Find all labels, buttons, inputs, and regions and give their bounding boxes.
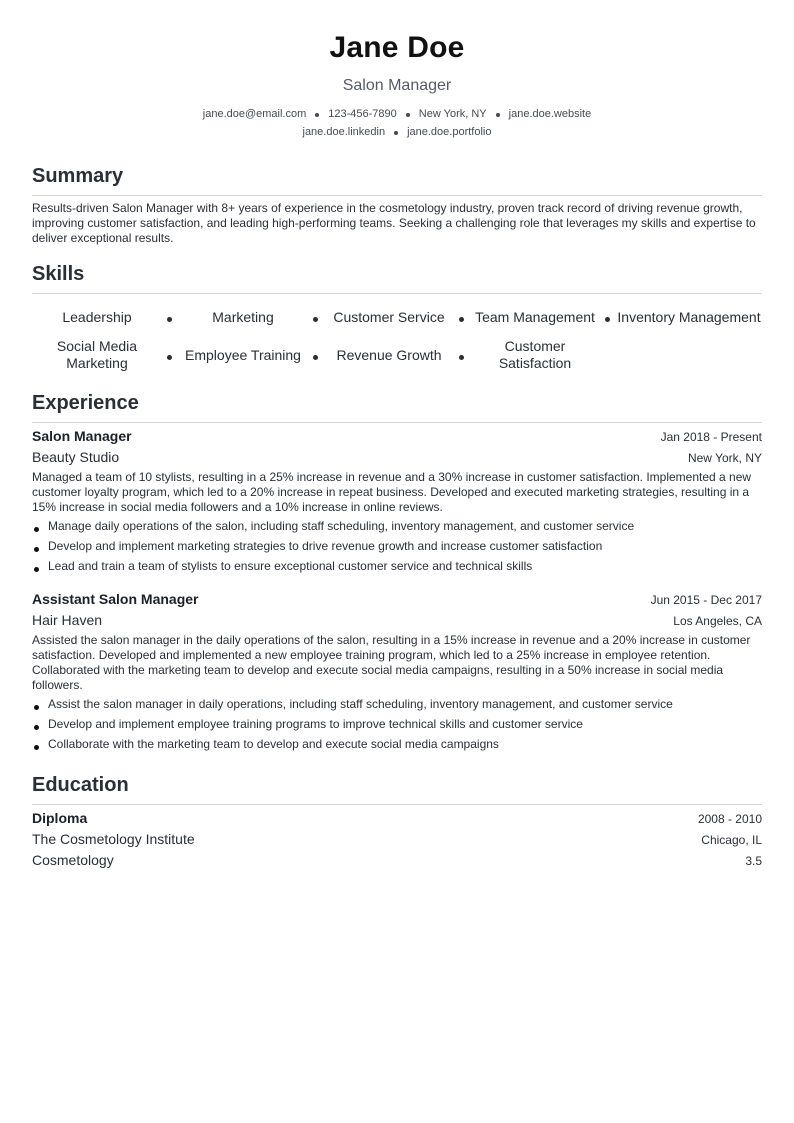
education-school-row <box>32 831 762 847</box>
skill-separator <box>313 317 318 322</box>
skill-separator <box>167 317 172 322</box>
education-location: Chicago, IL <box>701 833 762 847</box>
skill-separator <box>459 355 464 360</box>
list-item <box>32 519 762 539</box>
bullet-text: Manage daily operations of the salon, including staff scheduling, inventory management, and customer service <box>48 519 635 533</box>
contact-row-1 <box>32 108 762 120</box>
skill-separator <box>313 355 318 360</box>
list-item <box>32 717 762 737</box>
contact-linkedin[interactable]: jane.doe.linkedin <box>302 126 386 138</box>
education-school: The Cosmetology Institute <box>32 831 195 847</box>
job-bullets <box>32 697 762 757</box>
education-gpa: 3.5 <box>745 854 762 868</box>
skill-separator <box>605 317 610 322</box>
job-description: Managed a team of 10 stylists, resulting in a 25% increase in revenue and a 30% increase in customer satisfaction. Implemented a new customer loyalty program, which led to a 20% increase in repeat business. Developed and executed marketing strategies, resulting in a 15% increase in social media followers and a 10% increase in online reviews. <box>32 470 752 514</box>
list-item <box>32 737 762 757</box>
skill-item: Customer Satisfaction <box>498 338 572 371</box>
skill-separator <box>459 317 464 322</box>
job-company: Beauty Studio <box>32 449 120 465</box>
job-title: Salon Manager <box>32 428 132 444</box>
job-dates: Jun 2015 - Dec 2017 <box>650 593 762 607</box>
education-dates: 2008 - 2010 <box>697 812 762 826</box>
bullet-dot <box>34 567 39 572</box>
job-description: Assisted the salon manager in the daily operations of the salon, resulting in a 15% increase in revenue and a 20% increase in customer satisfaction. Developed and implemented a new employee training program, which led to a 25% increase in employee retention. Collaborated with the marketing team to develop and execute social media campaigns, resulting in a 50% increase in social media followers. <box>32 633 751 692</box>
list-item <box>32 539 762 559</box>
bullet-dot <box>34 725 39 730</box>
skill-item: Revenue Growth <box>336 346 442 363</box>
skill-item: Leadership <box>62 308 132 325</box>
summary-text: Results-driven Salon Manager with 8+ years of experience in the cosmetology industry, proven track record of driving revenue growth, improving customer satisfaction, and leading high-performing teams. Seeking a challenging role that leverages my skills and expertise to deliver exceptional results. <box>32 201 756 245</box>
separator-dot <box>406 113 410 117</box>
contact-location: New York, NY <box>418 108 487 120</box>
contact-phone[interactable]: 123-456-7890 <box>328 108 397 120</box>
job-company: Hair Haven <box>32 612 103 628</box>
bullet-dot <box>34 705 39 710</box>
job-location: New York, NY <box>687 451 762 465</box>
job-subheader <box>32 449 762 465</box>
contact-portfolio[interactable]: jane.doe.portfolio <box>407 126 492 138</box>
list-item <box>32 559 762 579</box>
education-degree: Diploma <box>32 810 88 826</box>
skill-item: Customer Service <box>333 308 445 325</box>
education-header <box>32 810 762 826</box>
education-field: Cosmetology <box>32 852 114 868</box>
contact-email[interactable]: jane.doe@email.com <box>202 108 307 120</box>
bullet-text: Develop and implement employee training programs to improve technical skills and customer service <box>48 717 583 731</box>
skill-item: Social Media Marketing <box>56 338 138 371</box>
skills-heading: Skills <box>32 263 762 294</box>
job-location: Los Angeles, CA <box>673 614 762 628</box>
education-heading: Education <box>32 774 762 805</box>
bullet-text: Collaborate with the marketing team to develop and execute social media campaigns <box>48 737 499 751</box>
skill-item: Marketing <box>212 308 274 325</box>
contact-row-2 <box>32 126 762 138</box>
skill-item: Team Management <box>475 308 595 325</box>
contact-website[interactable]: jane.doe.website <box>508 108 592 120</box>
separator-dot <box>496 113 500 117</box>
experience-heading: Experience <box>32 392 762 423</box>
bullet-dot <box>34 527 39 532</box>
job-subheader <box>32 612 762 628</box>
bullet-text: Lead and train a team of stylists to ensure exceptional customer service and technical skills <box>48 559 533 573</box>
job-title: Assistant Salon Manager <box>32 591 199 607</box>
skill-separator <box>167 355 172 360</box>
job-header <box>32 428 762 444</box>
bullet-dot <box>34 547 39 552</box>
bullet-dot <box>34 745 39 750</box>
bullet-text: Develop and implement marketing strategies to drive revenue growth and increase customer satisfaction <box>48 539 603 553</box>
job-header <box>32 591 762 607</box>
skill-item: Inventory Management <box>617 308 761 325</box>
skill-item: Employee Training <box>185 346 301 363</box>
separator-dot <box>394 131 398 135</box>
separator-dot <box>315 113 319 117</box>
summary-heading: Summary <box>32 165 762 196</box>
candidate-name: Jane Doe <box>329 31 465 64</box>
list-item <box>32 697 762 717</box>
job-bullets <box>32 519 762 579</box>
education-field-row <box>32 852 762 868</box>
bullet-text: Assist the salon manager in daily operations, including staff scheduling, inventory management, and customer service <box>48 697 673 711</box>
candidate-role: Salon Manager <box>342 77 452 94</box>
job-dates: Jan 2018 - Present <box>660 430 762 444</box>
